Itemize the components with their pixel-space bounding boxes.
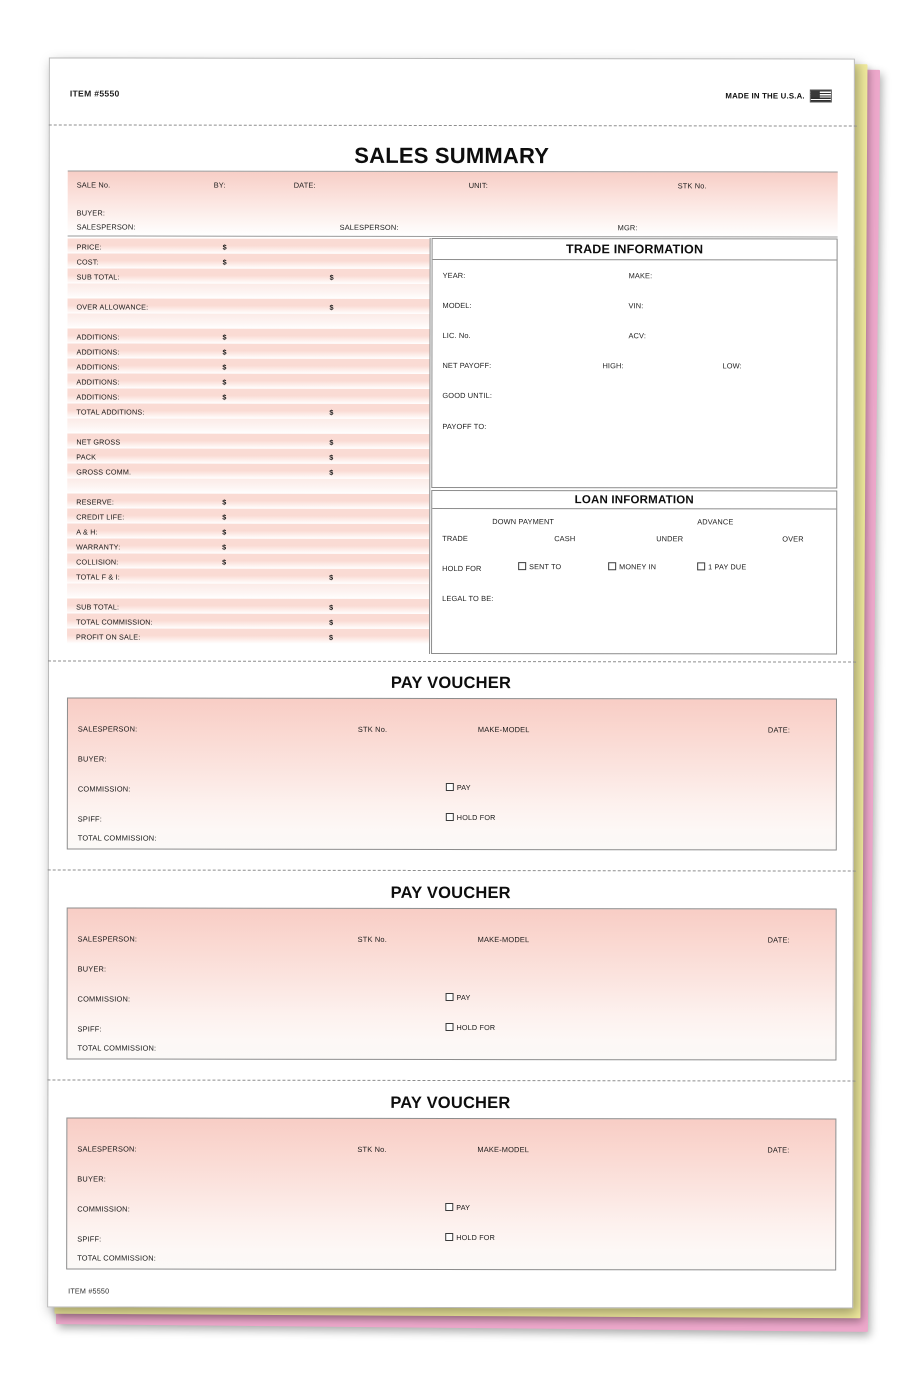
money-row-currency: $ [222, 362, 227, 372]
loan-checkbox-1-pay-due[interactable] [697, 562, 746, 571]
sales-field-label: DATE: [293, 180, 316, 190]
money-row [67, 628, 429, 644]
money-row-label: TOTAL COMMISSION: [76, 617, 153, 627]
voucher-hold-for-checkbox[interactable] [446, 1023, 496, 1032]
voucher-commission-label: COMMISSION: [77, 1204, 130, 1214]
trade-field-label: GOOD UNTIL: [442, 390, 493, 401]
voucher-field-label: MAKE-MODEL [477, 725, 530, 735]
money-row-label: PACK [76, 452, 97, 462]
money-row-currency: $ [222, 542, 227, 552]
money-row [67, 418, 429, 434]
trade-field-label: MAKE: [628, 271, 653, 281]
money-row-currency: $ [329, 602, 334, 612]
loan-checkbox-label: MONEY IN [619, 562, 657, 572]
loan-checkbox-label: 1 PAY DUE [708, 562, 747, 572]
loan-header-label: DOWN PAYMENT [492, 517, 555, 527]
money-row [67, 328, 429, 344]
voucher-hold-for-checkbox[interactable] [446, 813, 496, 822]
trade-information-title: TRADE INFORMATION [433, 239, 837, 261]
money-row-label: PRICE: [76, 242, 102, 252]
voucher-pay-label: PAY [456, 1203, 471, 1213]
checkbox-icon[interactable] [446, 783, 454, 791]
voucher-title-2: PAY VOUCHER [390, 883, 511, 903]
loan-hold-for-label: HOLD FOR [442, 563, 482, 574]
checkbox-icon[interactable] [518, 562, 526, 570]
money-row [68, 298, 430, 314]
money-row-currency: $ [222, 377, 227, 387]
money-row-label: PROFIT ON SALE: [76, 632, 141, 642]
money-row-label: ADDITIONS: [76, 362, 120, 372]
money-row [67, 403, 429, 419]
voucher-spiff-label: SPIFF: [77, 814, 103, 824]
loan-legal-label: LEGAL TO BE: [442, 593, 494, 604]
money-row [68, 253, 430, 269]
money-row-currency: $ [329, 302, 334, 312]
loan-information-title: LOAN INFORMATION [432, 491, 836, 510]
sales-money-column [67, 238, 430, 644]
checkbox-icon[interactable] [697, 562, 705, 570]
voucher-total-commission-label: TOTAL COMMISSION: [77, 1043, 157, 1053]
checkbox-icon[interactable] [446, 993, 454, 1001]
money-row [67, 373, 429, 389]
trade-information-panel [431, 238, 837, 489]
money-row [67, 538, 429, 554]
trade-field-label: HIGH: [602, 361, 624, 371]
money-row [67, 343, 429, 359]
pay-voucher-2 [66, 907, 836, 1060]
perforation-line-2 [48, 660, 856, 662]
voucher-hold-for-label: HOLD FOR [456, 1233, 495, 1243]
voucher-hold-for-label: HOLD FOR [456, 1023, 496, 1033]
sales-info-band [68, 170, 838, 237]
loan-subheader-label: UNDER [656, 534, 684, 544]
voucher-pay-label: PAY [456, 993, 471, 1003]
money-row [67, 493, 429, 509]
voucher-title-1: PAY VOUCHER [390, 673, 512, 693]
money-row-currency: $ [222, 347, 227, 357]
sales-field-label: STK No. [677, 181, 707, 191]
money-row [68, 283, 430, 299]
money-row [67, 613, 429, 629]
voucher-spiff-label: SPIFF: [77, 1234, 102, 1244]
form-page [47, 57, 855, 1308]
voucher-field-label: MAKE-MODEL [477, 935, 530, 945]
money-row-label: COST: [76, 257, 99, 267]
trade-field-label: PAYOFF TO: [442, 421, 487, 432]
loan-information-panel [431, 490, 837, 655]
money-row-label: OVER ALLOWANCE: [76, 302, 149, 312]
money-row [67, 583, 429, 599]
money-row-label: ADDITIONS: [76, 377, 120, 387]
made-in-usa-text: MADE IN THE U.S.A. [725, 91, 805, 101]
voucher-field-label: SALESPERSON: [77, 724, 138, 734]
voucher-pay-checkbox[interactable] [446, 993, 471, 1002]
money-row [67, 358, 429, 374]
money-row [67, 478, 429, 494]
pay-voucher-3 [66, 1117, 836, 1270]
voucher-pay-checkbox[interactable] [445, 1203, 470, 1212]
trade-field-label: LOW: [722, 361, 742, 371]
sales-field-label: BUYER: [76, 208, 106, 218]
trade-field-label: NET PAYOFF: [442, 360, 492, 371]
item-number-bottom: ITEM #5550 [68, 1286, 110, 1296]
money-row-label: COLLISION: [76, 557, 119, 567]
voucher-field-label: DATE: [767, 1145, 790, 1155]
money-row-currency: $ [329, 467, 334, 477]
money-row-label: ADDITIONS: [76, 332, 120, 342]
money-row-currency: $ [222, 512, 227, 522]
checkbox-icon[interactable] [446, 813, 454, 821]
money-row-label: ADDITIONS: [76, 392, 120, 402]
sales-field-label: BY: [213, 180, 226, 190]
trade-field-label: YEAR: [442, 270, 466, 281]
voucher-field-label: STK No. [357, 934, 387, 944]
money-row [67, 313, 429, 329]
money-row-currency: $ [222, 257, 227, 267]
loan-subheader-label: OVER [782, 534, 804, 544]
money-row-label: SUB TOTAL: [76, 602, 120, 612]
voucher-buyer-label: BUYER: [77, 964, 107, 974]
voucher-field-label: SALESPERSON: [77, 1144, 137, 1154]
checkbox-icon[interactable] [445, 1203, 453, 1211]
money-row-label: SUB TOTAL: [76, 272, 120, 282]
voucher-commission-label: COMMISSION: [77, 784, 131, 794]
money-row-label: A & H: [76, 527, 98, 537]
loan-subheader-label: CASH [554, 534, 576, 544]
voucher-field-label: DATE: [767, 935, 790, 945]
money-row [67, 433, 429, 449]
voucher-total-commission-label: TOTAL COMMISSION: [77, 1253, 157, 1263]
voucher-field-label: MAKE-MODEL [477, 1145, 530, 1155]
money-row [68, 238, 430, 254]
sales-field-label: SALESPERSON: [339, 222, 399, 232]
loan-checkbox-label: SENT TO [529, 562, 562, 572]
voucher-field-label: STK No. [357, 1144, 387, 1154]
voucher-pay-checkbox[interactable] [446, 783, 471, 792]
trade-field-label: ACV: [628, 331, 647, 341]
voucher-hold-for-checkbox[interactable] [445, 1233, 495, 1242]
trade-field-label: LIC. No. [442, 330, 471, 341]
loan-checkbox-money-in[interactable] [608, 562, 656, 571]
page-title-sales-summary: SALES SUMMARY [354, 142, 550, 169]
money-row [67, 598, 429, 614]
money-row-label: WARRANTY: [76, 542, 121, 552]
sales-field-label: SALE No. [76, 180, 111, 190]
money-row-currency: $ [222, 497, 227, 507]
money-row [67, 448, 429, 464]
trade-field-label: VIN: [628, 301, 644, 311]
checkbox-icon[interactable] [608, 562, 616, 570]
voucher-commission-label: COMMISSION: [77, 994, 131, 1004]
money-row [67, 508, 429, 524]
money-row-currency: $ [222, 557, 227, 567]
money-row [68, 268, 430, 284]
voucher-field-label: SALESPERSON: [77, 934, 138, 944]
checkbox-icon[interactable] [446, 1023, 454, 1031]
money-row-currency: $ [329, 617, 334, 627]
money-row-currency: $ [222, 527, 227, 537]
money-row [67, 568, 429, 584]
money-row-label: TOTAL ADDITIONS: [76, 407, 145, 417]
voucher-field-label: STK No. [357, 724, 388, 734]
sales-field-label: MGR: [617, 223, 638, 233]
money-row [67, 523, 429, 539]
loan-checkbox-sent-to[interactable] [518, 562, 561, 571]
money-row-currency: $ [329, 452, 334, 462]
money-row-currency: $ [222, 332, 227, 342]
pay-voucher-1 [67, 697, 837, 850]
money-row [67, 553, 429, 569]
money-row-currency: $ [329, 632, 334, 642]
voucher-title-3: PAY VOUCHER [390, 1093, 511, 1113]
made-in-usa-label [725, 89, 831, 102]
money-row-currency: $ [329, 437, 334, 447]
voucher-buyer-label: BUYER: [77, 1174, 107, 1184]
money-row-label: NET GROSS [76, 437, 121, 447]
checkbox-icon[interactable] [445, 1233, 453, 1241]
loan-subheader-label: TRADE [442, 533, 469, 544]
voucher-buyer-label: BUYER: [77, 754, 107, 764]
perforation-line-3 [48, 869, 856, 871]
money-row-currency: $ [329, 272, 334, 282]
money-row-label: GROSS COMM. [76, 467, 132, 477]
item-number-top: ITEM #5550 [69, 88, 120, 99]
money-row-label: CREDIT LIFE: [76, 512, 125, 522]
perforation-line-4 [47, 1079, 855, 1081]
money-row-label: ADDITIONS: [76, 347, 120, 357]
usa-flag-icon [810, 90, 832, 103]
sales-field-label: UNIT: [468, 181, 488, 191]
money-row [67, 388, 429, 404]
voucher-spiff-label: SPIFF: [77, 1024, 102, 1034]
money-row-currency: $ [329, 572, 334, 582]
money-row-label: TOTAL F & I: [76, 572, 120, 582]
sales-field-label: SALESPERSON: [76, 222, 136, 232]
money-row [67, 463, 429, 479]
loan-header-label: ADVANCE [697, 517, 734, 527]
perforation-line-1 [49, 124, 857, 126]
voucher-total-commission-label: TOTAL COMMISSION: [77, 833, 157, 843]
money-row-currency: $ [222, 392, 227, 402]
money-row-currency: $ [329, 407, 334, 417]
voucher-field-label: DATE: [767, 725, 791, 735]
money-row-label: RESERVE: [76, 497, 115, 507]
trade-field-label: MODEL: [442, 300, 472, 311]
money-row-currency: $ [222, 242, 227, 252]
voucher-hold-for-label: HOLD FOR [456, 813, 496, 823]
voucher-pay-label: PAY [456, 783, 471, 793]
